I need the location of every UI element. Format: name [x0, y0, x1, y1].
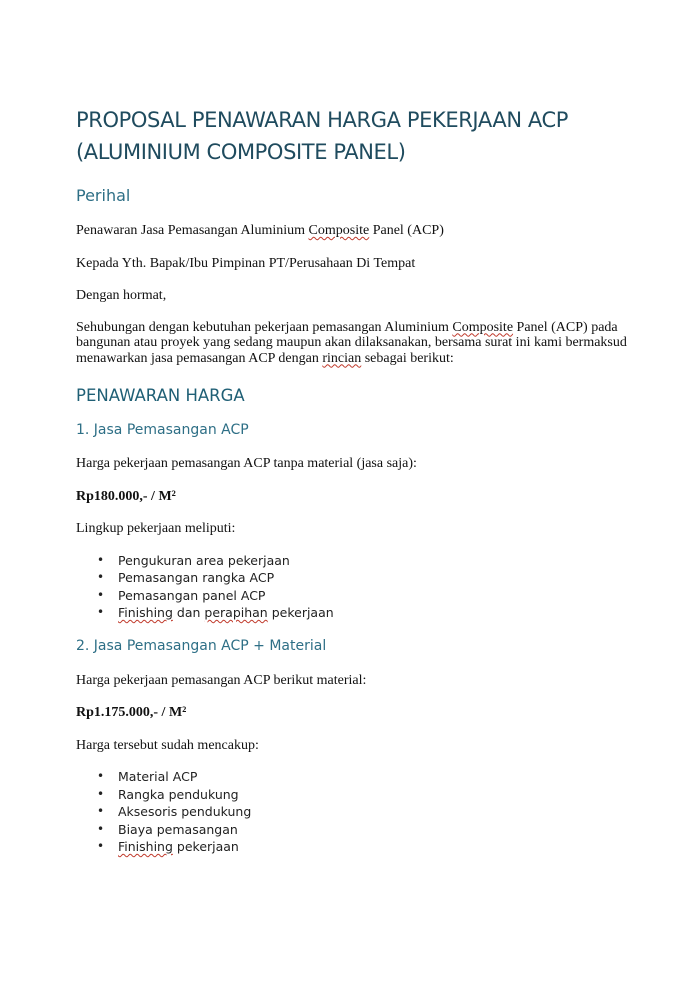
greeting-line: Dengan hormat,	[76, 288, 167, 303]
bullet-icon: •	[97, 570, 105, 584]
penawaran-heading: PENAWARAN HARGA	[76, 386, 245, 405]
section-1-description: Harga pekerjaan pemasangan ACP tanpa material (jasa saja):	[76, 456, 417, 471]
section-2-price: Rp1.175.000,- / M²	[76, 705, 187, 720]
list-item: • Pemasangan panel ACP	[97, 587, 266, 603]
spellcheck-word: Finishing	[118, 839, 173, 854]
perihal-heading: Perihal	[76, 186, 131, 205]
list-item: • Pengukuran area pekerjaan	[97, 552, 290, 568]
list-item: • Finishing pekerjaan	[97, 839, 239, 854]
subject-line: Penawaran Jasa Pemasangan Aluminium Composite Panel (ACP)	[76, 223, 444, 238]
document-title	[76, 104, 636, 168]
bullet-icon: •	[97, 605, 105, 619]
bullet-icon: •	[97, 786, 105, 801]
list-item: • Material ACP	[97, 769, 198, 784]
bullet-icon: •	[97, 587, 105, 602]
bullet-icon: •	[97, 821, 105, 836]
section-1-price: Rp180.000,- / M²	[76, 488, 176, 504]
title-line-1: PROPOSAL PENAWARAN HARGA PEKERJAAN ACP	[76, 108, 569, 132]
section-2-description: Harga pekerjaan pemasangan ACP berikut material:	[76, 672, 367, 688]
spellcheck-word: perapihan	[204, 605, 268, 620]
section-1-heading: 1. Jasa Pemasangan ACP	[76, 422, 249, 438]
bullet-icon: •	[97, 769, 105, 783]
spellcheck-word: rincian	[322, 350, 362, 366]
title-line-2: (ALUMINIUM COMPOSITE PANEL)	[76, 140, 406, 164]
bullet-icon: •	[97, 839, 105, 853]
spellcheck-word: Composite	[452, 319, 514, 335]
list-item: • Pemasangan rangka ACP	[97, 570, 275, 585]
section-1-scope-label: Lingkup pekerjaan meliputi:	[76, 521, 236, 536]
list-item: • Biaya pemasangan	[97, 821, 238, 837]
intro-paragraph: Sehubungan dengan kebutuhan pekerjaan pemasangan Aluminium Composite Panel (ACP) pada bangunan atau proyek yang sedang maupun akan dilaksanakan, bersama surat ini kami bermaksud menawarkan jasa pemasangan ACP dengan rincian sebagai berikut:	[76, 319, 627, 366]
document-content	[76, 104, 636, 856]
list-item: • Aksesoris pendukung	[97, 804, 252, 819]
list-item: • Rangka pendukung	[97, 786, 239, 802]
bullet-icon: •	[97, 804, 105, 818]
bullet-icon: •	[97, 552, 105, 567]
addressee-line: Kepada Yth. Bapak/Ibu Pimpinan PT/Perusahaan Di Tempat	[76, 255, 416, 271]
spellcheck-word: Composite	[308, 223, 370, 238]
section-1-list	[76, 552, 636, 622]
list-item: • Finishing dan perapihan pekerjaan	[97, 605, 334, 620]
section-2-heading: 2. Jasa Pemasangan ACP + Material	[76, 637, 327, 654]
section-2-list	[76, 768, 636, 856]
section-2-scope-label: Harga tersebut sudah mencakup:	[76, 737, 259, 753]
spellcheck-word: Finishing	[118, 605, 173, 620]
